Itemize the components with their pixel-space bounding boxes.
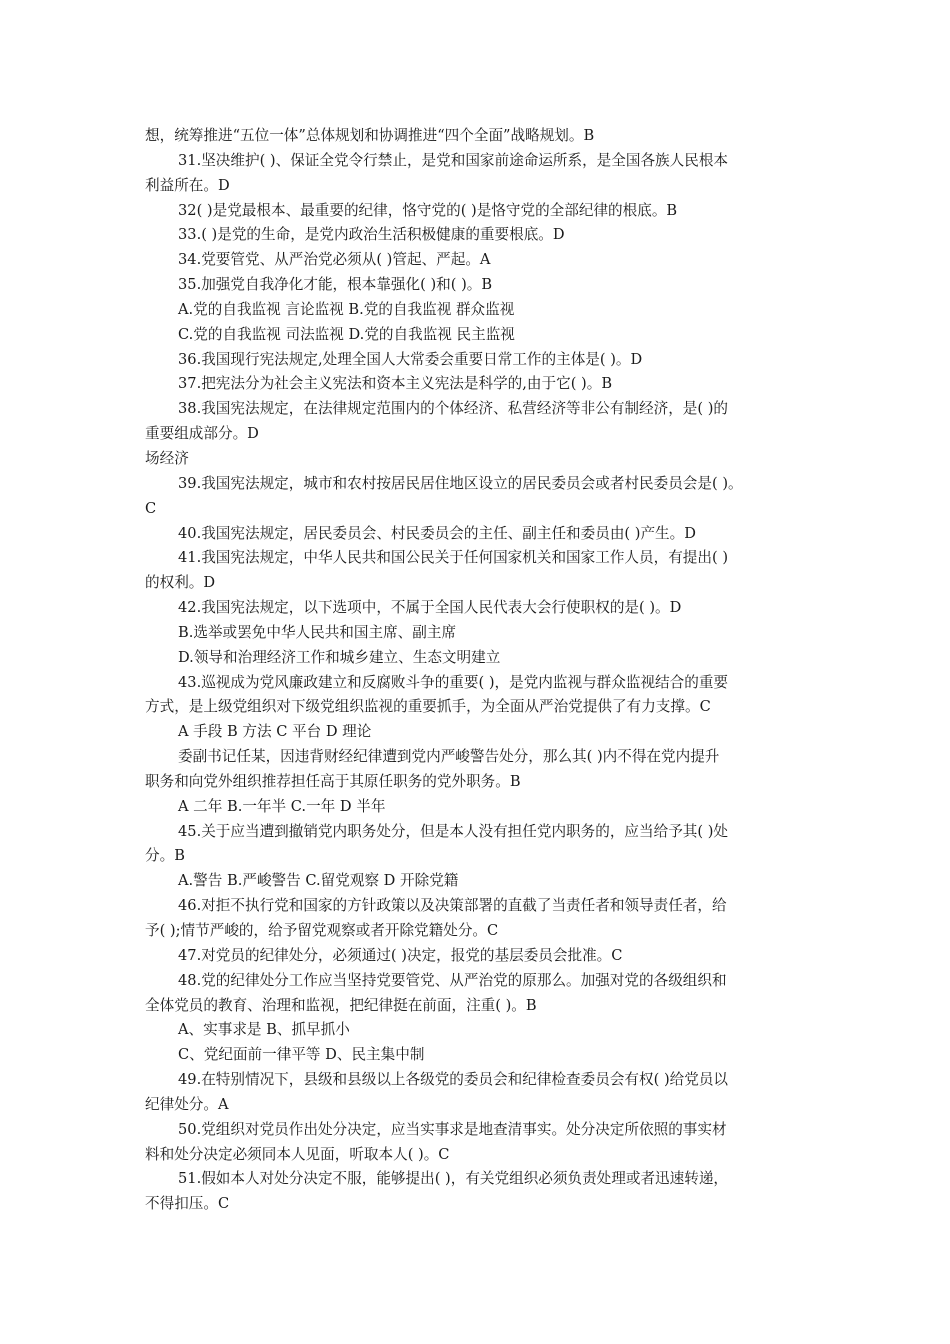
text-line: 全体党员的教育、治理和监视，把纪律挺在前面，注重( )。B — [145, 996, 537, 1014]
text-line: 利益所在。D — [145, 176, 230, 194]
text-line: 47.对党员的纪律处分，必须通过( )决定，报党的基层委员会批准。C — [178, 946, 623, 964]
text-line: 职务和向党外组织推荐担任高于其原任职务的党外职务。B — [145, 772, 521, 790]
text-line: 51.假如本人对处分决定不服，能够提出( )，有关党组织必须负责处理或者迅速转递， — [178, 1170, 729, 1188]
text-line: 46.对拒不执行党和国家的方针政策以及决策部署的直截了当责任者和领导责任者，给 — [178, 897, 727, 915]
text-line: 31.坚决维护( )、保证全党令行禁止，是党和国家前途命运所系，是全国各族人民根本 — [178, 151, 729, 169]
text-line: C、党纪面前一律平等 D、民主集中制 — [178, 1046, 425, 1064]
text-line: 的权利。D — [145, 574, 216, 592]
text-line: C.党的自我监视 司法监视 D.党的自我监视 民主监视 — [178, 325, 515, 343]
text-line: 予( );情节严峻的，给予留党观察或者开除党籍处分。C — [145, 922, 499, 939]
text-line: A、实事求是 B、抓早抓小 — [178, 1021, 350, 1039]
text-line: 48.党的纪律处分工作应当坚持党要管党、从严治党的原那么。加强对党的各级组织和 — [178, 971, 727, 989]
text-line: 纪律处分。A — [145, 1095, 229, 1113]
text-line: A 手段 B 方法 C 平台 D 理论 — [178, 723, 372, 741]
text-line: 重要组成部分。D — [145, 425, 259, 443]
text-line: 34.党要管党、从严治党必须从( )管起、严起。A — [178, 251, 491, 269]
text-line: 43.巡视成为党风廉政建立和反腐败斗争的重要( )，是党内监视与群众监视结合的重要 — [178, 673, 729, 691]
text-line: 想，统筹推进“五位一体”总体规划和协调推进“四个全面”战略规划。B — [145, 127, 595, 144]
text-line: 41.我国宪法规定，中华人民共和国公民关于任何国家机关和国家工作人员，有提出( ) — [178, 549, 729, 567]
text-line: 32( )是党最根本、最重要的纪律，恪守党的( )是恪守党的全部纪律的根底。B — [178, 201, 678, 219]
text-line: 42.我国宪法规定，以下选项中，不属于全国人民代表大会行使职权的是( )。D — [178, 599, 682, 617]
text-line: 分。B — [145, 847, 185, 865]
text-line: C — [145, 499, 157, 517]
text-line: 50.党组织对党员作出处分决定，应当实事求是地查清事实。处分决定所依照的事实材 — [178, 1120, 727, 1138]
text-line: 33.( )是党的生命，是党内政治生活积极健康的重要根底。D — [178, 226, 565, 244]
text-line: 场经济 — [145, 449, 189, 467]
text-line: A.党的自我监视 言论监视 B.党的自我监视 群众监视 — [178, 300, 515, 318]
text-line: 45.关于应当遭到撤销党内职务处分，但是本人没有担任党内职务的，应当给予其( )处 — [178, 822, 729, 840]
text-line: A 二年 B.一年半 C.一年 D 半年 — [178, 797, 386, 815]
text-line: 方式，是上级党组织对下级党组织监视的重要抓手，为全面从严治党提供了有力支撑。C — [145, 698, 711, 716]
text-line: 40.我国宪法规定，居民委员会、村民委员会的主任、副主任和委员由( )产生。D — [178, 524, 696, 542]
text-line: 36.我国现行宪法规定,处理全国人大常委会重要日常工作的主体是( )。D — [178, 350, 643, 368]
document-page — [145, 124, 815, 1217]
text-line: 49.在特别情况下，县级和县级以上各级党的委员会和纪律检查委员会有权( )给党员以 — [178, 1071, 729, 1089]
text-line: 委副书记任某，因违背财经纪律遭到党内严峻警告处分，那么其( )内不得在党内提升 — [178, 748, 720, 766]
text-line: A.警告 B.严峻警告 C.留党观察 D 开除党籍 — [178, 872, 459, 890]
text-line: 料和处分决定必须同本人见面，听取本人( )。C — [145, 1145, 450, 1163]
text-line: B.选举或罢免中华人民共和国主席、副主席 — [178, 623, 457, 641]
text-line: D.领导和治理经济工作和城乡建立、生态文明建立 — [178, 648, 501, 666]
text-line: 不得扣压。C — [145, 1195, 230, 1213]
text-line: 35.加强党自我净化才能，根本靠强化( )和( )。B — [178, 276, 493, 294]
text-line: 39.我国宪法规定，城市和农村按居民居住地区设立的居民委员会或者村民委员会是( )。 — [178, 474, 743, 492]
text-line: 37.把宪法分为社会主义宪法和资本主义宪法是科学的,由于它( )。B — [178, 375, 613, 393]
text-line: 38.我国宪法规定，在法律规定范围内的个体经济、私营经济等非公有制经济，是( )的 — [178, 400, 729, 418]
